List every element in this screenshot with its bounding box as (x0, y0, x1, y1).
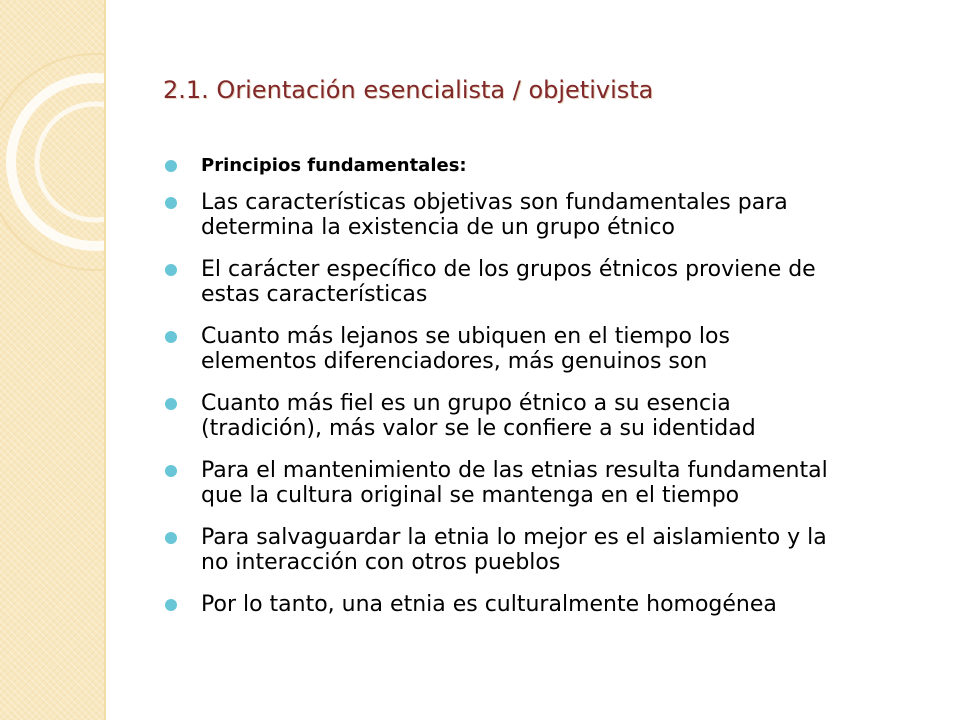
bullet-isolation-line-1: Para salvaguardar la etnia lo mejor es el aislamiento y la (201, 525, 827, 550)
bullet-objective-characteristics (165, 190, 925, 240)
bullet-specific-character-line-2: estas características (201, 282, 428, 307)
bullet-isolation (165, 525, 925, 575)
bullet-time-elements-line-1: Cuanto más lejanos se ubiquen en el tiempo los (201, 324, 730, 349)
bullet-culture-maintenance (165, 458, 925, 508)
bullet-homogeneous-ethnicity (165, 592, 925, 617)
slide-title: 2.1. Orientación esencialista / objetivista (163, 76, 654, 104)
bullet-objective-characteristics-line-2: determina la existencia de un grupo étnico (201, 215, 675, 240)
bullet-dot-icon (165, 160, 177, 172)
bullet-time-elements-line-2: elementos diferenciadores, más genuinos son (201, 349, 708, 374)
bullet-essence-identity-line-1: Cuanto más fiel es un grupo étnico a su esencia (201, 391, 731, 416)
bullet-dot-icon (165, 197, 177, 209)
bullet-essence-identity-line-2: (tradición), más valor se le confiere a su identidad (201, 416, 756, 441)
bullet-specific-character-line-1: El carácter específico de los grupos étnicos proviene de (201, 257, 816, 282)
bullet-dot-icon (165, 532, 177, 544)
bullet-culture-maintenance-line-2: que la cultura original se mantenga en el tiempo (201, 483, 740, 508)
bullet-specific-character (165, 257, 925, 307)
bullet-objective-characteristics-line-1: Las características objetivas son fundamentales para (201, 190, 788, 215)
decorative-arcs-icon (0, 0, 104, 720)
bullet-isolation-line-2: no interacción con otros pueblos (201, 550, 561, 575)
bullet-homogeneous-ethnicity-line-1: Por lo tanto, una etnia es culturalmente homogénea (201, 592, 777, 617)
title-area (163, 74, 923, 106)
bullet-time-elements (165, 324, 925, 374)
decorative-side-panel (0, 0, 106, 720)
bullet-dot-icon (165, 331, 177, 343)
bullet-list (165, 154, 925, 617)
bullet-essence-identity (165, 391, 925, 441)
bullet-principles-line-1: Principios fundamentales: (201, 155, 467, 176)
bullet-dot-icon (165, 398, 177, 410)
bullet-dot-icon (165, 264, 177, 276)
bullet-dot-icon (165, 465, 177, 477)
bullet-principles (165, 154, 925, 178)
bullet-dot-icon (165, 599, 177, 611)
bullet-content (165, 154, 925, 634)
bullet-culture-maintenance-line-1: Para el mantenimiento de las etnias resulta fundamental (201, 458, 828, 483)
